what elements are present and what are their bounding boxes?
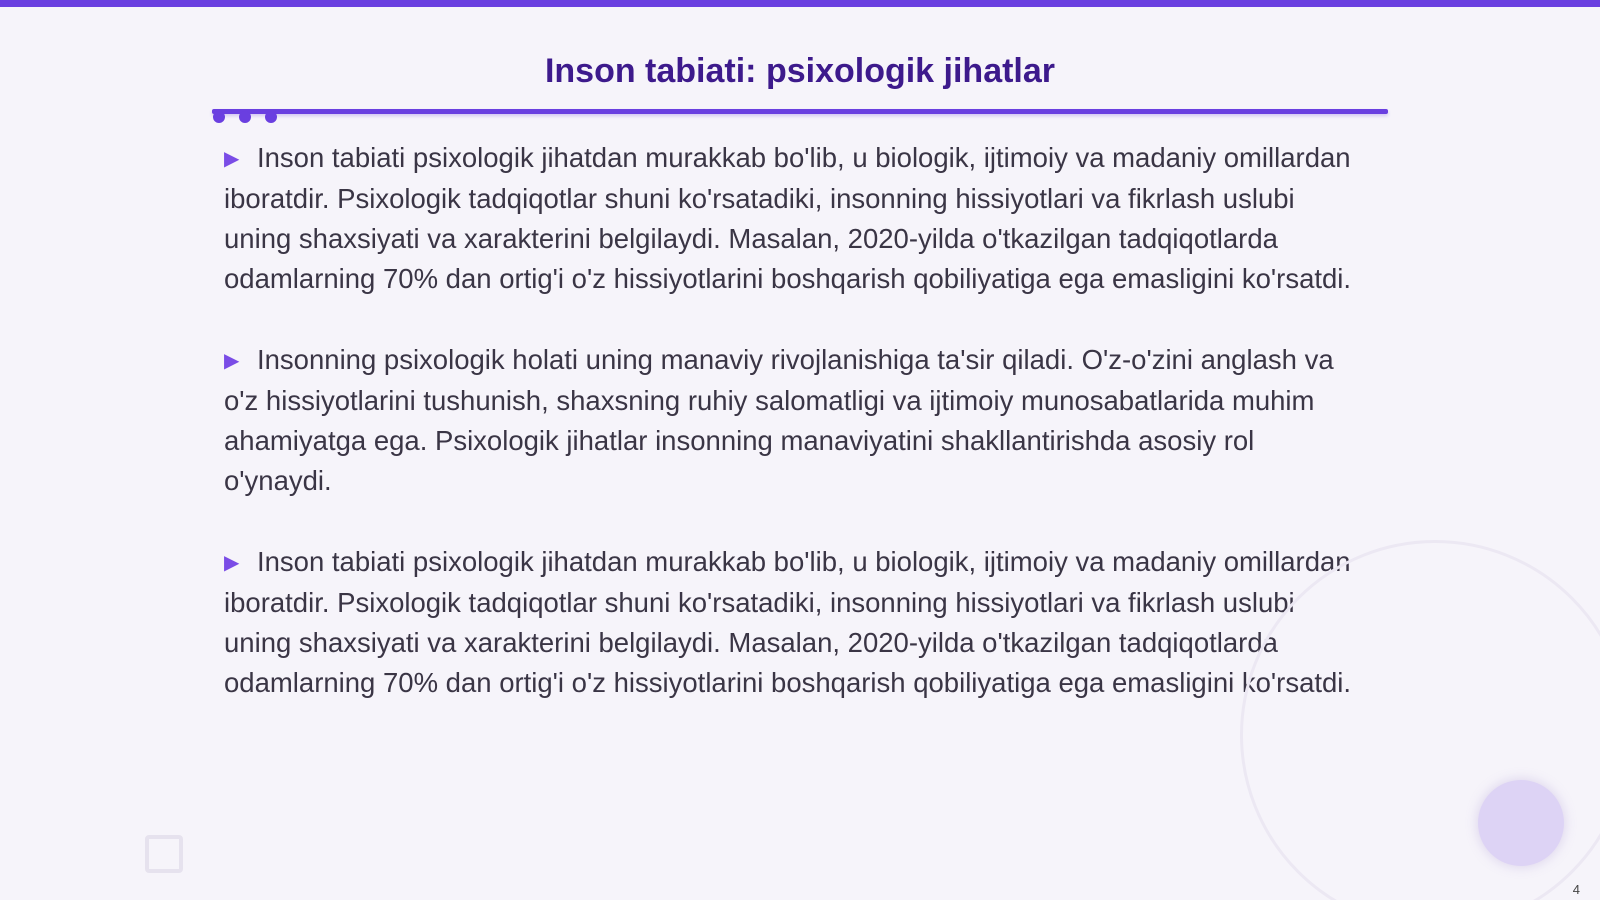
decorative-dot-icon: [213, 111, 225, 123]
page-number: 4: [1572, 882, 1580, 897]
decorative-dot-icon: [265, 111, 277, 123]
decorative-dot-icon: [239, 111, 251, 123]
triangle-right-icon: ▶: [224, 148, 240, 170]
triangle-right-icon: ▶: [224, 350, 240, 372]
top-accent-bar: [0, 0, 1600, 7]
title-underline: [212, 109, 1388, 114]
paragraph-text: Inson tabiati psixologik jihatdan murakkab bo'lib, u biologik, ijtimoiy va madaniy omillardan iboratdir. Psixologik tadqiqotlar shuni ko'rsatadiki, insonning hissiyotlari va fikrlash uslubi uning shaxsiyati va xarakterini belgilaydi. Masalan, 2020-yilda o'tkazilgan tadqiqotlarda odamlarning 70% dan ortig'i o'z hissiyotlarini boshqarish qobiliyatiga ega emasligini ko'rsatdi.: [224, 142, 1352, 294]
paragraph-text: Insonning psixologik holati uning manaviy rivojlanishiga ta'sir qiladi. O'z-o'zini anglash va o'z hissiyotlarini tushunish, shaxsning ruhiy salomatligi va ijtimoiy munosabatlarida muhim ahamiyatga ega. Psixologik jihatlar insonning manaviyatini shakllantirishda asosiy rol o'ynaydi.: [224, 344, 1334, 496]
bullet-paragraph: [224, 138, 1354, 299]
slide-title: Inson tabiati: psixologik jihatlar: [544, 52, 1056, 90]
decorative-circle: [1478, 780, 1564, 866]
bullet-paragraph: [224, 340, 1354, 501]
triangle-right-icon: ▶: [224, 552, 240, 574]
slide-body: [224, 138, 1354, 744]
bullet-paragraph: [224, 542, 1354, 703]
decorative-square: [145, 835, 183, 873]
paragraph-text: Inson tabiati psixologik jihatdan murakkab bo'lib, u biologik, ijtimoiy va madaniy omillardan iboratdir. Psixologik tadqiqotlar shuni ko'rsatadiki, insonning hissiyotlari va fikrlash uslubi uning shaxsiyati va xarakterini belgilaydi. Masalan, 2020-yilda o'tkazilgan tadqiqotlarda odamlarning 70% dan ortig'i o'z hissiyotlarini boshqarish qobiliyatiga ega emasligini ko'rsatdi.: [224, 546, 1352, 698]
